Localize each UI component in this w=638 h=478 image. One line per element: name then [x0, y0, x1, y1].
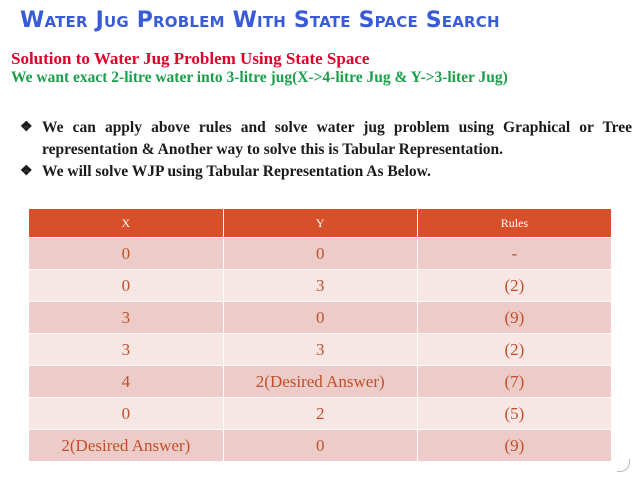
cell-y: 0	[223, 238, 417, 270]
cell-x: 2(Desired Answer)	[29, 430, 223, 462]
cell-rule: (9)	[417, 302, 611, 334]
cell-y: 3	[223, 270, 417, 302]
bullet-item	[20, 161, 632, 183]
cell-x: 4	[29, 366, 223, 398]
cell-y: 2(Desired Answer)	[223, 366, 417, 398]
page-corner-decoration	[617, 459, 630, 472]
cell-y: 3	[223, 334, 417, 366]
cell-x: 0	[29, 398, 223, 430]
cell-y: 0	[223, 302, 417, 334]
cell-rule: (5)	[417, 398, 611, 430]
slide-subtitle: Solution to Water Jug Problem Using State Space	[11, 49, 370, 68]
diamond-bullet-icon: ❖	[20, 120, 33, 135]
column-header-rules: Rules	[417, 209, 611, 238]
diamond-bullet-icon: ❖	[20, 164, 33, 179]
table-row	[29, 366, 612, 398]
table-header-row	[29, 209, 612, 238]
table-row	[29, 430, 612, 462]
table-row	[29, 302, 612, 334]
slide-title: Water Jug Problem With State Space Search	[20, 8, 500, 33]
column-header-x: X	[29, 209, 223, 238]
bullet-list	[20, 117, 632, 183]
state-table	[29, 209, 612, 461]
cell-rule: (2)	[417, 270, 611, 302]
table-row	[29, 334, 612, 366]
cell-rule: -	[417, 238, 611, 270]
table-row	[29, 270, 612, 302]
cell-x: 0	[29, 270, 223, 302]
bullet-item	[20, 117, 632, 161]
cell-x: 3	[29, 302, 223, 334]
goal-statement: We want exact 2-litre water into 3-litre jug(X->4-litre Jug & Y->3-liter Jug)	[11, 69, 508, 86]
bullet-text: We can apply above rules and solve water jug problem using Graphical or Tree representation & Another way to solve this is Tabular Representation.	[42, 119, 632, 158]
table-row	[29, 398, 612, 430]
cell-rule: (9)	[417, 430, 611, 462]
cell-rule: (2)	[417, 334, 611, 366]
table-row	[29, 238, 612, 270]
cell-y: 0	[223, 430, 417, 462]
cell-x: 3	[29, 334, 223, 366]
cell-y: 2	[223, 398, 417, 430]
cell-x: 0	[29, 238, 223, 270]
bullet-text: We will solve WJP using Tabular Representation As Below.	[42, 163, 431, 180]
cell-rule: (7)	[417, 366, 611, 398]
column-header-y: Y	[223, 209, 417, 238]
